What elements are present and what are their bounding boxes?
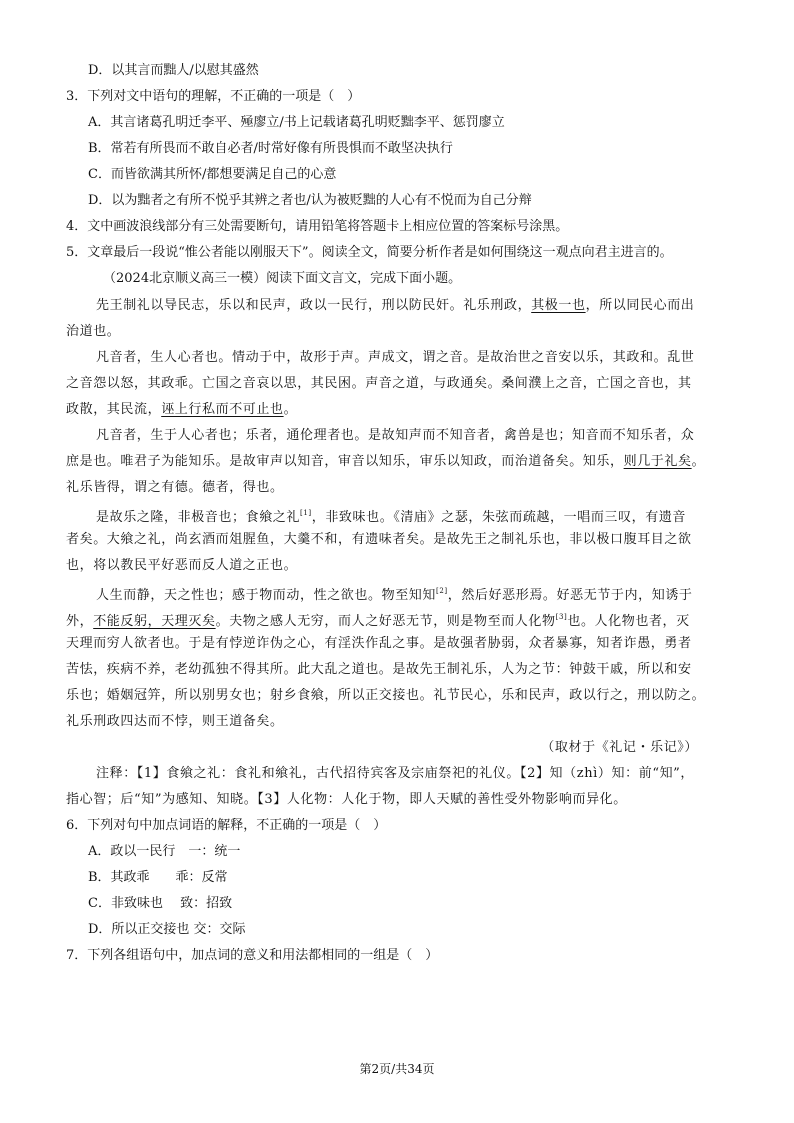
q6-option-d: D．所以正交接也 交：交际 [88, 922, 246, 937]
text-span: 。 [691, 454, 706, 469]
text-span: ，然后好恶形焉。好恶无节于内，知诱于 [447, 588, 693, 603]
text-span: 。夫物之感人无穷，而人之好恶无节，则是物至而人化物 [215, 614, 556, 629]
q3-option-b: B．常若有所畏而不敢自必者/时常好像有所畏惧而不敢坚决执行 [88, 141, 453, 156]
passage-p4-line2: 者矣。大飨之礼，尚玄酒而俎腥鱼，大羹不和，有遗味者矣。是故先王之制礼乐也，非以极口腹耳目之欲 [66, 532, 692, 547]
q3-option-a: A．其言诸葛孔明迁李平、殛廖立/书上记载诸葛孔明贬黜李平、惩罚廖立 [88, 115, 505, 130]
passage-p3-line3: 礼乐皆得，谓之有德。德者，得也。 [66, 480, 284, 495]
footnote-marker: [3] [555, 613, 568, 621]
passage-p5-line3: 天理而穷人欲者也。于是有悖逆诈伪之心，有淫泆作乱之事。是故强者胁弱，众者暴寡，知者诈愚，勇者 [66, 636, 692, 651]
passage-p3-line1: 凡音者，生于人心者也；乐者，通伦理者也。是故知声而不知音者，禽兽是也；知音而不知乐者，众 [96, 428, 695, 443]
q2-option-d: D．以其言而黜人/以慰其盛然 [88, 63, 259, 78]
passage-p5-line2 [66, 609, 690, 630]
text-span: ，非致味也。《清庙》之瑟，朱弦而疏越，一唱而三叹，有遗音 [311, 510, 687, 525]
q5-stem: 5．文章最后一段说“惟公者能以刚服天下”。阅读全文，简要分析作者是如何围绕这一观点向君主进言的。 [66, 245, 673, 260]
text-span: 先王制礼以导民志，乐以和民声，政以一民行，刑以防民奸。礼乐刑政， [96, 298, 532, 313]
passage-p2-line1: 凡音者，生人心者也。情动于中，故形于声。声成文，谓之音。是故治世之音安以乐，其政和。乱世 [96, 350, 695, 365]
passage-p5-line6: 礼乐刑政四达而不悖，则王道备矣。 [66, 714, 284, 729]
q4-stem: 4．文中画波浪线部分有三处需要断句，请用铅笔将答题卡上相应位置的答案标号涂黑。 [66, 219, 569, 234]
text-span: 也。人化物也者，灭 [567, 614, 690, 629]
text-span: 庶是也。唯君子为能知乐。是故审声以知音，审音以知乐，审乐以知政，而治道备矣。知乐， [66, 454, 624, 469]
passage-p2-line2: 之音怨以怒，其政乖。亡国之音哀以思，其民困。声音之道，与政通矣。桑间濮上之音，亡国之音也，其 [66, 376, 692, 391]
underlined-phrase: 诬上行私而不可止也 [161, 402, 284, 417]
text-span: 是故乐之隆，非极音也；食飨之礼 [96, 510, 301, 525]
footnote-marker: [1] [300, 509, 312, 517]
notes-line2: 指心智；后“知”为感知、知晓。【3】人化物：人化于物，即人天赋的善性受外物影响而异化。 [66, 792, 627, 807]
passage-source: （取材于《礼记・乐记》） [541, 740, 698, 755]
text-span: 人生而静，天之性也；感于物而动，性之欲也。物至知知 [96, 588, 437, 603]
source-intro: （2024北京顺义高三一模）阅读下面文言文，完成下面小题。 [103, 271, 462, 286]
footnote-marker: [2] [436, 587, 448, 595]
notes-line1: 注释：【1】食飨之礼：食礼和飨礼，古代招待宾客及宗庙祭祀的礼仪。【2】知（zhì）知：前“知”， [96, 766, 695, 781]
passage-p3-line2 [66, 453, 705, 470]
text-span: 政散，其民流， [66, 402, 162, 417]
passage-p1-line1 [96, 297, 694, 314]
q6-stem: 6．下列对句中加点词语的解释，不正确的一项是（ ） [66, 818, 387, 833]
q6-option-c: C．非致味也 致：招致 [88, 896, 233, 911]
passage-p4-line1 [96, 505, 686, 526]
text-span: 外， [66, 614, 94, 629]
passage-p5-line1 [96, 583, 693, 604]
text-span: 。 [283, 402, 298, 417]
text-span: ，所以同民心而出 [585, 298, 695, 313]
q6-option-a: A．政以一民行 一：统一 [88, 844, 241, 859]
underlined-phrase: 不能反躬，天理灭矣 [93, 614, 216, 629]
q3-option-d: D．以为黜者之有所不悦乎其辨之者也/认为被贬黜的人心有不悦而为自己分辩 [88, 193, 532, 208]
passage-p5-line5: 乐也；婚姻冠笄，所以别男女也；射乡食飨，所以正交接也。礼节民心，乐和民声，政以行之，刑以防之。 [66, 688, 706, 703]
underlined-phrase: 则几于礼矣 [623, 454, 692, 469]
passage-p4-line3: 也，将以教民平好恶而反人道之正也。 [66, 558, 298, 573]
passage-p2-line3 [66, 401, 297, 418]
q3-option-c: C．而皆欲满其所怀/都想要满足自己的心意 [88, 167, 337, 182]
q7-stem: 7．下列各组语句中，加点词的意义和用法都相同的一组是（ ） [66, 948, 439, 963]
q3-stem: 3．下列对文中语句的理解，不正确的一项是（ ） [66, 89, 361, 104]
passage-p1-line2: 治道也。 [66, 324, 121, 339]
page-footer: 第2页/共34页 [359, 1062, 435, 1076]
q6-option-b: B．其政乖 乖：反常 [88, 870, 228, 885]
passage-p5-line4: 苦怯，疾病不养，老幼孤独不得其所。此大乱之道也。是故先王制礼乐，人为之节：钟鼓干戚，所以和安 [66, 662, 692, 677]
underlined-phrase: 其极一也 [531, 298, 586, 313]
